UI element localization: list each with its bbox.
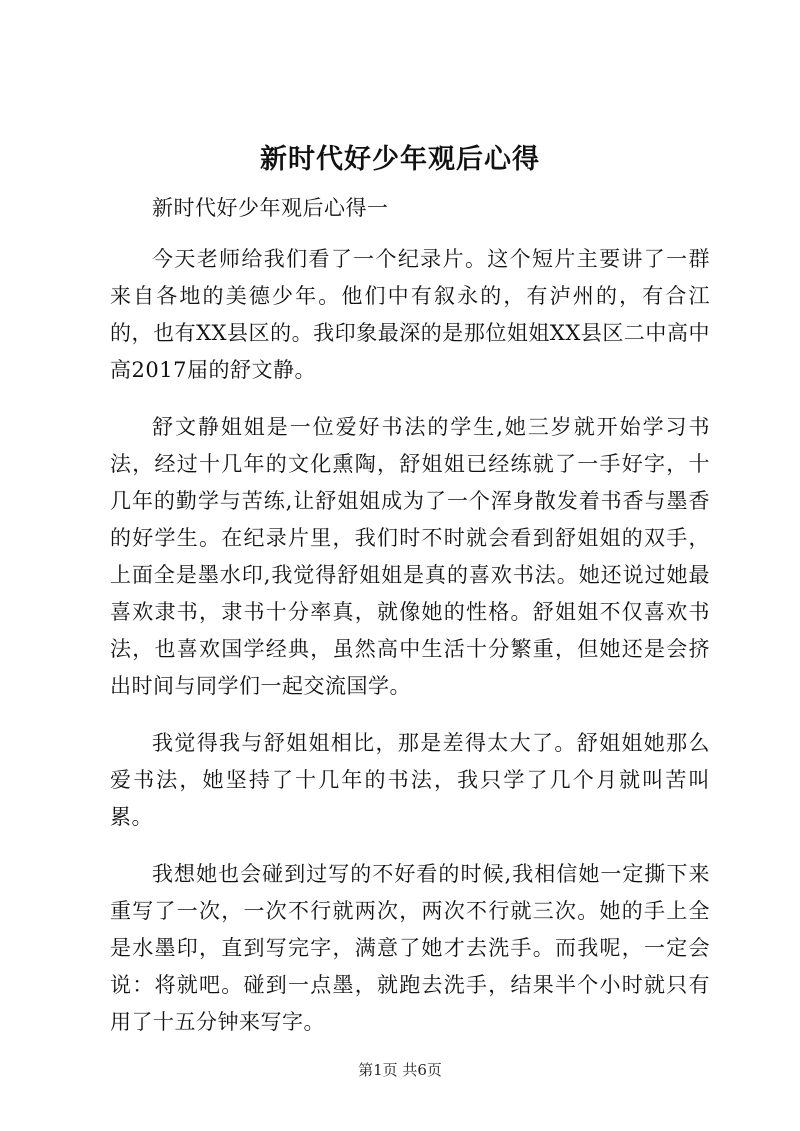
page-number-footer: 第1页 共6页 <box>358 1061 442 1079</box>
section-heading: 新时代好少年观后心得一 <box>152 196 389 220</box>
paragraph-1: 今天老师给我们看了一个纪录片。这个短片主要讲了一群来自各地的美德少年。他们中有叙永的，有泸州的，有合江的，也有XX县区的。我印象最深的是那位姐姐XX县区二中高中高2017届的舒文静。 <box>110 247 710 382</box>
paragraph-4: 我想她也会碰到过写的不好看的时候,我相信她一定撕下来重写了一次，一次不行就两次，两次不行就三次。她的手上全是水墨印，直到写完字，满意了她才去洗手。而我呢，一定会说：将就吧。碰到一点墨，就跑去洗手，结果半个小时就只有用了十五分钟来写字。 <box>110 862 710 1034</box>
document-title: 新时代好少年观后心得 <box>260 144 540 175</box>
document-body <box>110 190 710 1061</box>
paragraph-3: 我觉得我与舒姐姐相比，那是差得太大了。舒姐姐她那么爱书法，她坚持了十几年的书法，我只学了几个月就叫苦叫累。 <box>110 731 710 829</box>
paragraph-2: 舒文静姐姐是一位爱好书法的学生,她三岁就开始学习书法，经过十几年的文化熏陶，舒姐姐已经练就了一手好字，十几年的勤学与苦练,让舒姐姐成为了一个浑身散发着书香与墨香的好学生。在纪录片里，我们时不时就会看到舒姐姐的双手，上面全是墨水印,我觉得舒姐姐是真的喜欢书法。她还说过她最喜欢隶书，隶书十分率真，就像她的性格。舒姐姐不仅喜欢书法，也喜欢国学经典，虽然高中生活十分繁重，但她还是会挤出时间与同学们一起交流国学。 <box>110 415 710 698</box>
